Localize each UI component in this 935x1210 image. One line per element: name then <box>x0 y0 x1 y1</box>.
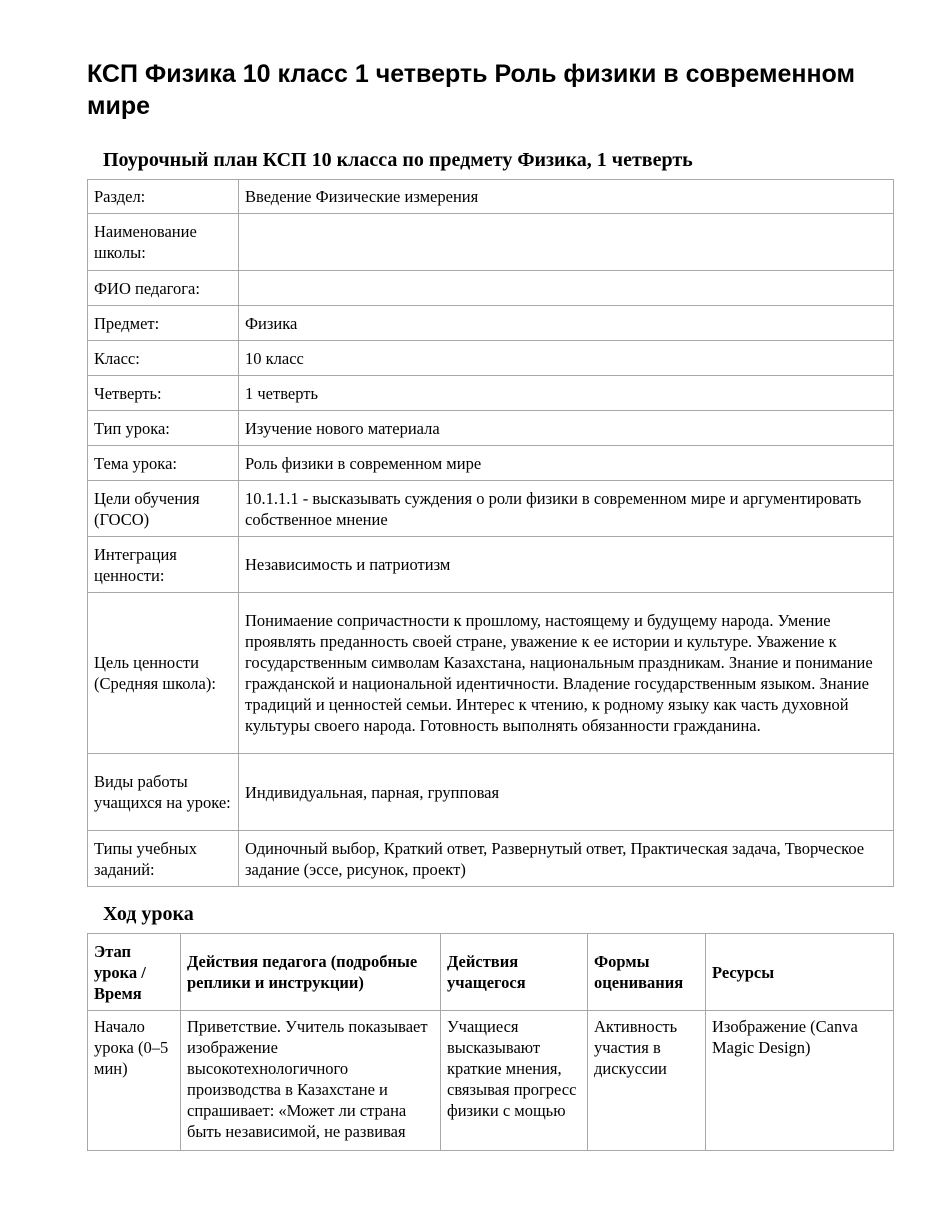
info-value: 10.1.1.1 - высказывать суждения о роли физики в современном мире и аргументировать собственное мнение <box>239 481 894 537</box>
course-header-cell: Действия учащегося <box>441 934 588 1011</box>
info-value: Индивидуальная, парная, групповая <box>239 754 894 831</box>
lesson-course-table <box>87 933 894 1151</box>
course-cell-text: Приветствие. Учитель показывает изображение высокотехнологичного производства в Казахстане и спрашивает: «Может ли страна быть независимой, не развивая <box>187 1017 428 1141</box>
course-cell-text: Учащиеся высказывают краткие мнения, связывая прогресс физики с мощью <box>447 1017 577 1120</box>
info-label: ФИО педагога: <box>88 271 239 306</box>
info-row <box>88 376 894 411</box>
info-row <box>88 537 894 593</box>
info-value: Изучение нового материала <box>239 411 894 446</box>
info-label: Наименование школы: <box>88 214 239 271</box>
info-value: Понимаение сопричастности к прошлому, настоящему и будущему народа. Умение проявлять преданность своей стране, уважение к ее истории и культуре. Уважение к государственным символам Казахстана, национальным праздникам. Знание и понимание гражданской и национальной идентичности. Владение государственным языком. Знание традиций и ценностей семьи. Интерес к чтению, к родному языку как часть духовной культуры своего народа. Готовность выполнять обязанности гражданина. <box>239 593 894 754</box>
course-header-cell: Действия педагога (подробные реплики и инструкции) <box>181 934 441 1011</box>
info-label: Интеграция ценности: <box>88 537 239 593</box>
info-value: Введение Физические измерения <box>239 180 894 214</box>
info-row <box>88 180 894 214</box>
course-cell <box>88 1011 181 1151</box>
info-value: Физика <box>239 306 894 341</box>
course-cell-text: Изображение (Canva Magic Design) <box>712 1017 858 1057</box>
info-row <box>88 341 894 376</box>
info-row <box>88 411 894 446</box>
info-label: Предмет: <box>88 306 239 341</box>
info-label: Тип урока: <box>88 411 239 446</box>
info-row <box>88 446 894 481</box>
course-header-cell: Этап урока / Время <box>88 934 181 1011</box>
course-cell <box>441 1011 588 1151</box>
info-row <box>88 306 894 341</box>
info-row <box>88 831 894 887</box>
info-label: Типы учебных заданий: <box>88 831 239 887</box>
info-label: Виды работы учащихся на уроке: <box>88 754 239 831</box>
info-label: Цели обучения (ГОСО) <box>88 481 239 537</box>
info-value: Одиночный выбор, Краткий ответ, Развернутый ответ, Практическая задача, Творческое задание (эссе, рисунок, проект) <box>239 831 894 887</box>
info-value: Независимость и патриотизм <box>239 537 894 593</box>
course-cell-text: Начало урока (0–5 мин) <box>94 1017 169 1078</box>
course-header-cell: Ресурсы <box>706 934 894 1011</box>
info-row <box>88 271 894 306</box>
course-cell <box>588 1011 706 1151</box>
lesson-info-table <box>87 179 894 887</box>
course-cell <box>706 1011 894 1151</box>
course-row <box>88 1011 894 1151</box>
info-value <box>239 271 894 306</box>
info-value: 10 класс <box>239 341 894 376</box>
info-value <box>239 214 894 271</box>
info-label: Тема урока: <box>88 446 239 481</box>
info-label: Четверть: <box>88 376 239 411</box>
info-row <box>88 754 894 831</box>
info-row <box>88 214 894 271</box>
course-heading: Ход урока <box>103 903 194 925</box>
plan-heading: Поурочный план КСП 10 класса по предмету Физика, 1 четверть <box>103 149 693 171</box>
info-label: Раздел: <box>88 180 239 214</box>
document-title: КСП Физика 10 класс 1 четверть Роль физики в современном мире <box>87 60 855 120</box>
course-header-cell: Формы оценивания <box>588 934 706 1011</box>
info-row <box>88 593 894 754</box>
info-value: 1 четверть <box>239 376 894 411</box>
info-value: Роль физики в современном мире <box>239 446 894 481</box>
info-label: Цель ценности (Средняя школа): <box>88 593 239 754</box>
course-cell <box>181 1011 441 1151</box>
course-cell-text: Активность участия в дискуссии <box>594 1017 678 1078</box>
info-row <box>88 481 894 537</box>
info-label: Класс: <box>88 341 239 376</box>
